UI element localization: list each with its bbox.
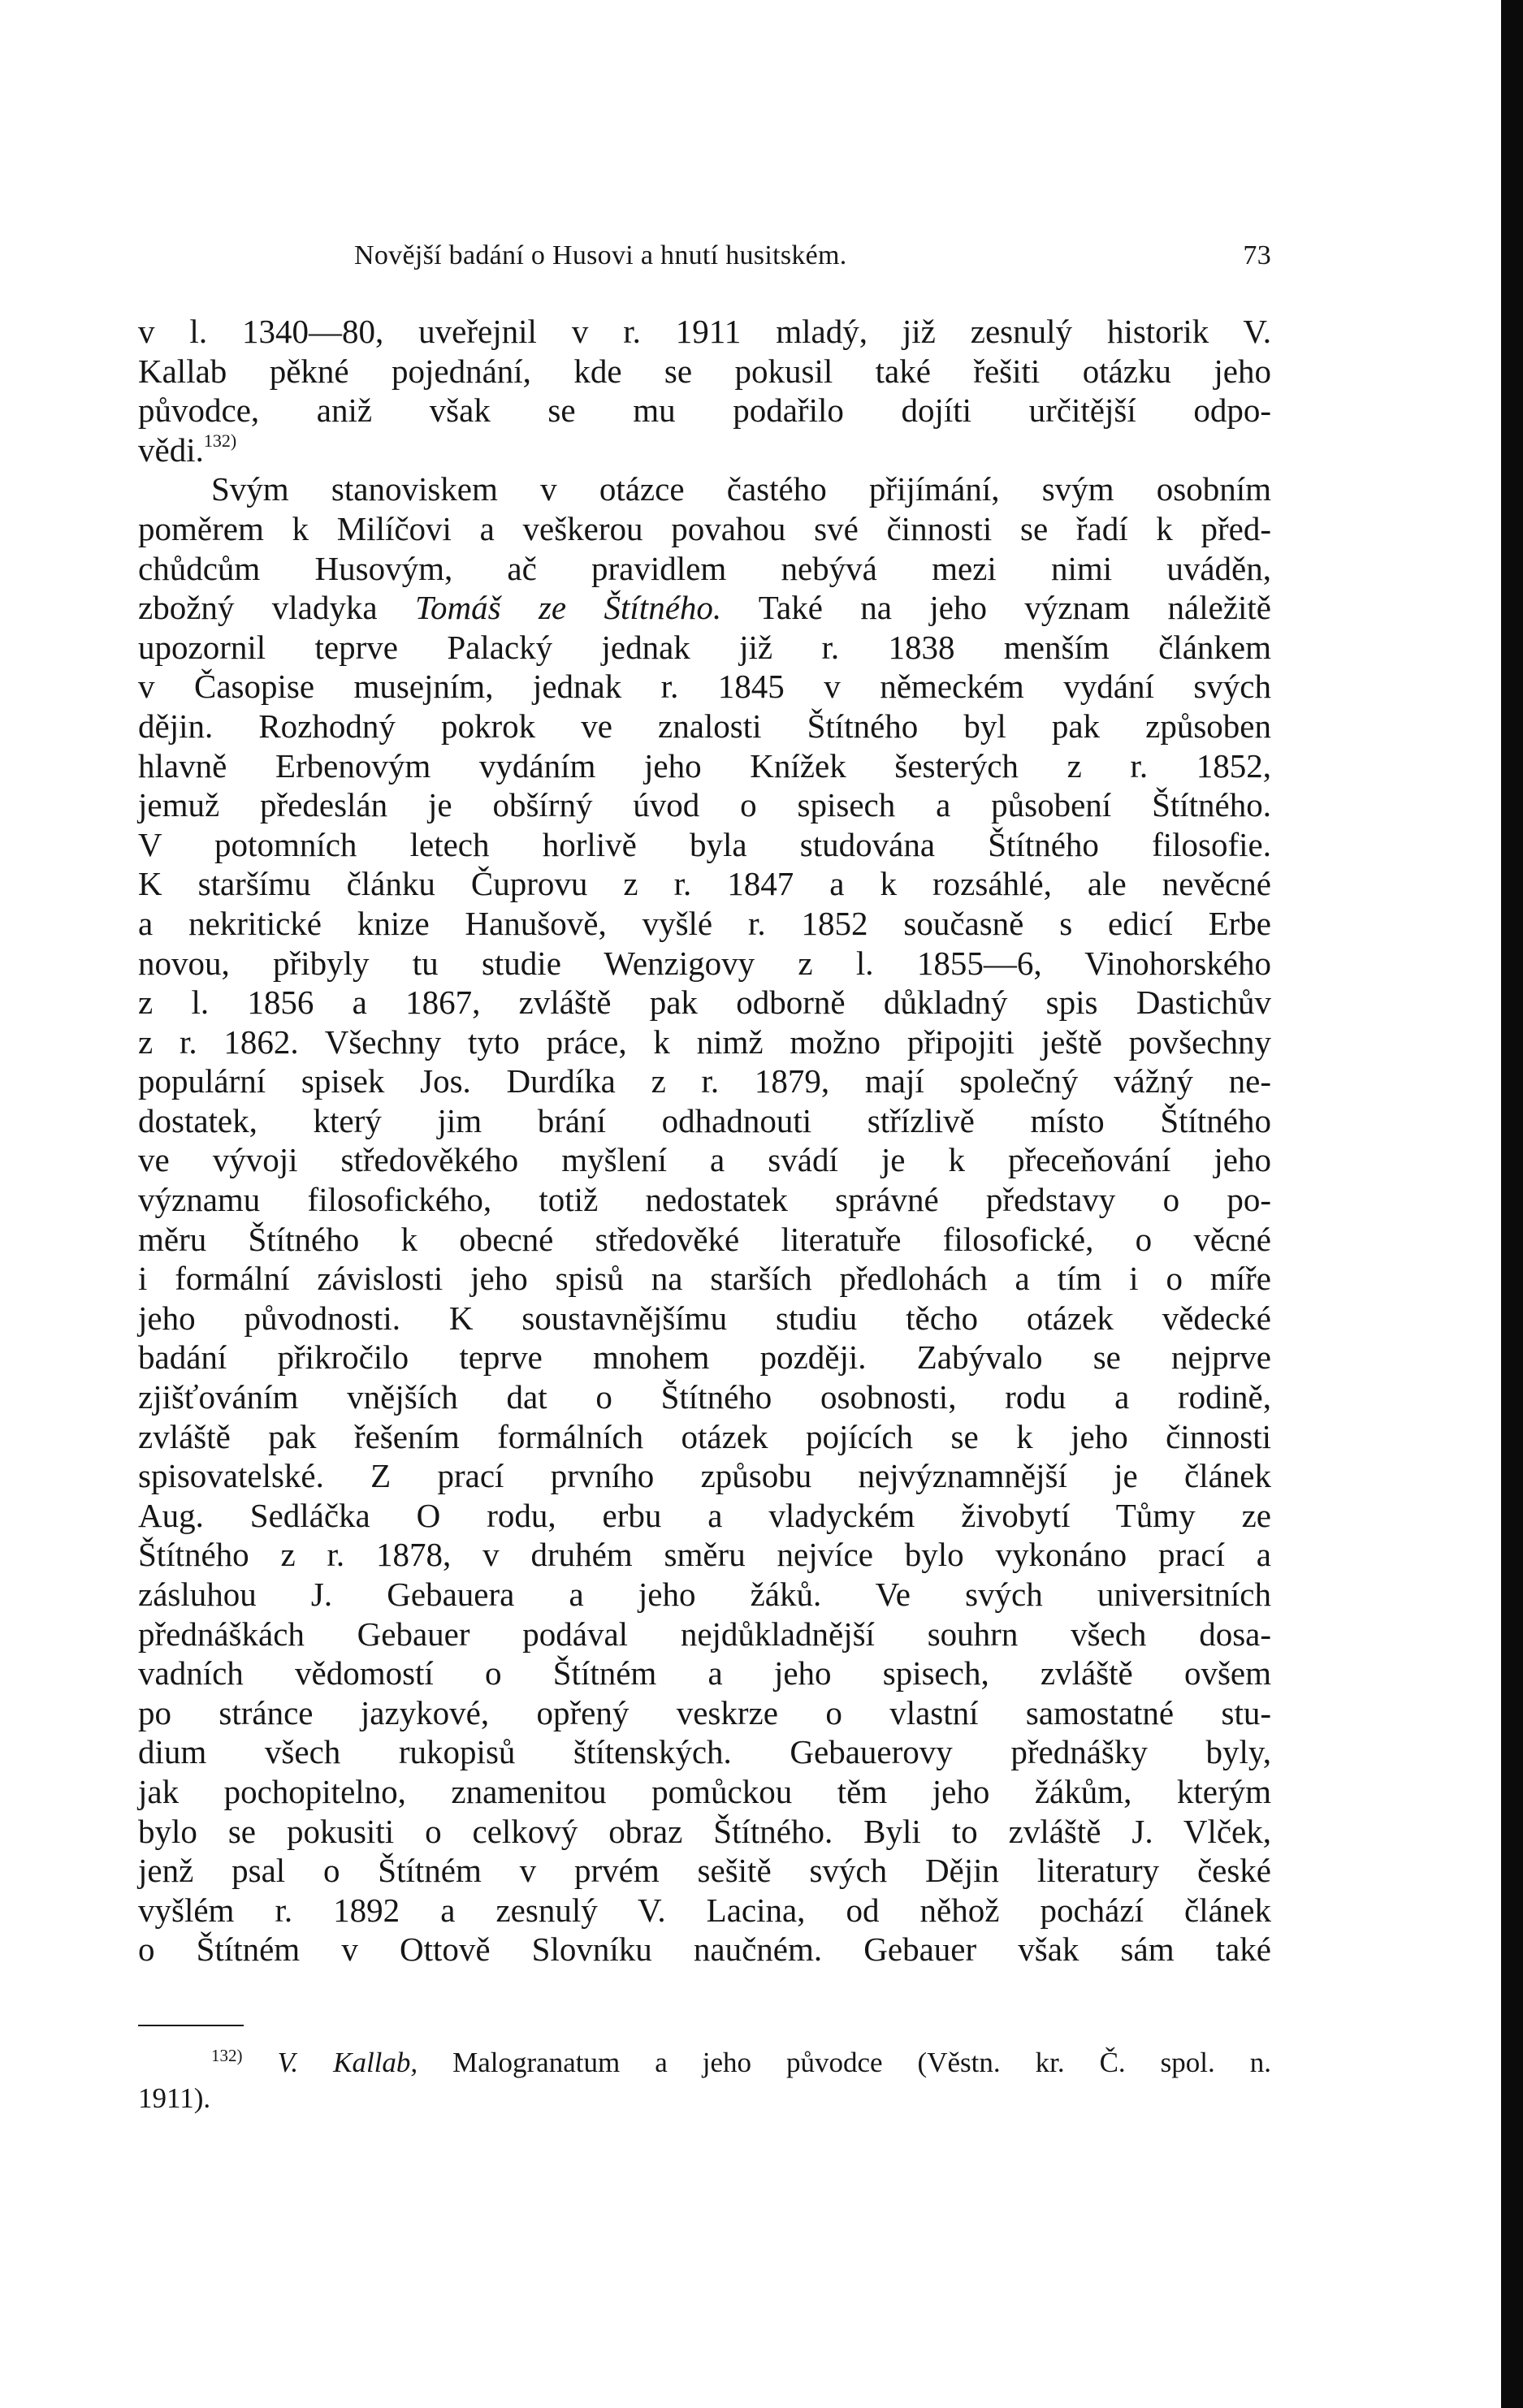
scan-border (1501, 0, 1523, 2408)
text-line: chůdcům Husovým, ač pravidlem nebývá mezi nimi uváděn, (138, 549, 1271, 587)
text-line: významu filosofického, totiž nedostatek správné představy o po- (138, 1181, 1271, 1219)
text-line: přednáškách Gebauer podával nejdůkladnější souhrn všech dosa- (138, 1615, 1271, 1653)
footnote-text: Malogranatum a jeho původce (Věstn. kr. Č. spol. n. (418, 2047, 1271, 2078)
text-line: po stránce jazykové, opřený veskrze o vlastní samostatné stu- (138, 1693, 1271, 1731)
text-line: vyšlém r. 1892 a zesnulý V. Lacina, od něhož pochází článek (138, 1891, 1271, 1929)
text-line (138, 430, 1271, 470)
text-line: jemuž předeslán je obšírný úvod o spisech a působení Štítného. (138, 786, 1271, 824)
text-line: zvláště pak řešením formálních otázek pojících se k jeho činnosti (138, 1417, 1271, 1455)
text-line: dium všech rukopisů štítenských. Gebauerovy přednášky byly, (138, 1733, 1271, 1771)
text-line: zásluhou J. Gebauera a jeho žáků. Ve svých universitních (138, 1576, 1271, 1613)
text-line: v Časopise musejním, jednak r. 1845 v německém vydání svých (138, 668, 1271, 706)
text-line: z r. 1862. Všechny tyto práce, k nimž možno připojiti ještě povšechny (138, 1022, 1271, 1061)
text-line: V potomních letech horlivě byla studována Štítného filosofie. (138, 825, 1271, 863)
text-line: zjišťováním vnějších dat o Štítného osobnosti, rodu a rodině, (138, 1378, 1271, 1416)
text-segment: Také na jeho význam náležitě (721, 589, 1272, 627)
page-number: 73 (1243, 240, 1271, 270)
text-line: upozornil teprve Palacký jednak již r. 1838 menším článkem (138, 628, 1271, 666)
text-line: původce, aniž však se mu podařilo dojíti určitější odpo- (138, 391, 1271, 430)
text-line: v l. 1340—80, uveřejnil v r. 1911 mladý, již zesnulý historik V. (138, 313, 1271, 350)
running-title: Novější badání o Husovi a hnutí husitském. (354, 240, 847, 270)
text-line: i formální závislosti jeho spisů na starších předlohách a tím i o míře (138, 1260, 1271, 1298)
text-line: K staršímu článku Čuprovu z r. 1847 a k rozsáhlé, ale nevěcné (138, 865, 1271, 903)
text-line: měru Štítného k obecné středověké literatuře filosofické, o věcné (138, 1220, 1271, 1258)
text-line: novou, přibyly tu studie Wenzigovy z l. 1855—6, Vinohorského (138, 944, 1271, 982)
footnote-author: V. Kallab, (277, 2047, 418, 2078)
footnote-reference: 132) (203, 430, 237, 451)
text-line: vadních vědomostí o Štítném a jeho spisech, zvláště ovšem (138, 1654, 1271, 1693)
text-line: spisovatelské. Z prací prvního způsobu nejvýznamnější je článek (138, 1457, 1271, 1495)
text-line: hlavně Erbenovým vydáním jeho Knížek šesterých z r. 1852, (138, 746, 1271, 785)
text-line: bylo se pokusiti o celkový obraz Štítného. Byli to zvláště J. Vlček, (138, 1812, 1271, 1850)
footnote-line: 1911). (138, 2082, 211, 2114)
text-line (138, 588, 1271, 628)
text-line: a nekritické knize Hanušově, vyšlé r. 1852 současně s edicí Erbe (138, 904, 1271, 942)
text-line: Štítného z r. 1878, v druhém směru nejvíce bylo vykonáno prací a (138, 1536, 1271, 1574)
text-line: Kallab pěkné pojednání, kde se pokusil také řešiti otázku jeho (138, 352, 1271, 390)
body-text (138, 312, 1271, 1969)
line-end-word: vědi. (138, 430, 204, 469)
text-line: o Štítném v Ottově Slovníku naučném. Gebauer však sám také (138, 1930, 1271, 1969)
footnote-rule (138, 2025, 244, 2026)
paragraph-first-line: Svým stanoviskem v otázce častého přijímání, svým osobním (211, 470, 1271, 508)
text-line: z l. 1856 a 1867, zvláště pak odborně důkladný spis Dastichův (138, 984, 1271, 1022)
text-line: jak pochopitelno, znamenitou pomůckou těm jeho žákům, kterým (138, 1772, 1271, 1810)
footnote-line (138, 2045, 1271, 2081)
text-line: jenž psal o Štítném v prvém sešitě svých Dějin literatury české (138, 1852, 1271, 1890)
italic-name: Tomáš ze Štítného. (414, 589, 722, 627)
text-line: ve vývoji středověkého myšlení a svádí je k přeceňování jeho (138, 1141, 1271, 1179)
text-line: Aug. Sedláčka O rodu, erbu a vladyckém živobytí Tůmy ze (138, 1496, 1271, 1534)
text-line: badání přikročilo teprve mnohem později. Zabývalo se nejprve (138, 1338, 1271, 1377)
text-line: dějin. Rozhodný pokrok ve znalosti Štítného byl pak způsoben (138, 707, 1271, 745)
footnote-mark: 132) (211, 2046, 243, 2065)
text-line: poměrem k Milíčovi a veškerou povahou své činnosti se řadí k před- (138, 509, 1271, 547)
text-line: populární spisek Jos. Durdíka z r. 1879, mají společný vážný ne- (138, 1062, 1271, 1100)
text-segment: zbožný vladyka (138, 589, 415, 627)
text-line: dostatek, který jim brání odhadnouti střízlivě místo Štítného (138, 1101, 1271, 1139)
footnote (138, 2045, 1271, 2116)
text-line: jeho původnosti. K soustavnějšímu studiu těcho otázek vědecké (138, 1299, 1271, 1337)
